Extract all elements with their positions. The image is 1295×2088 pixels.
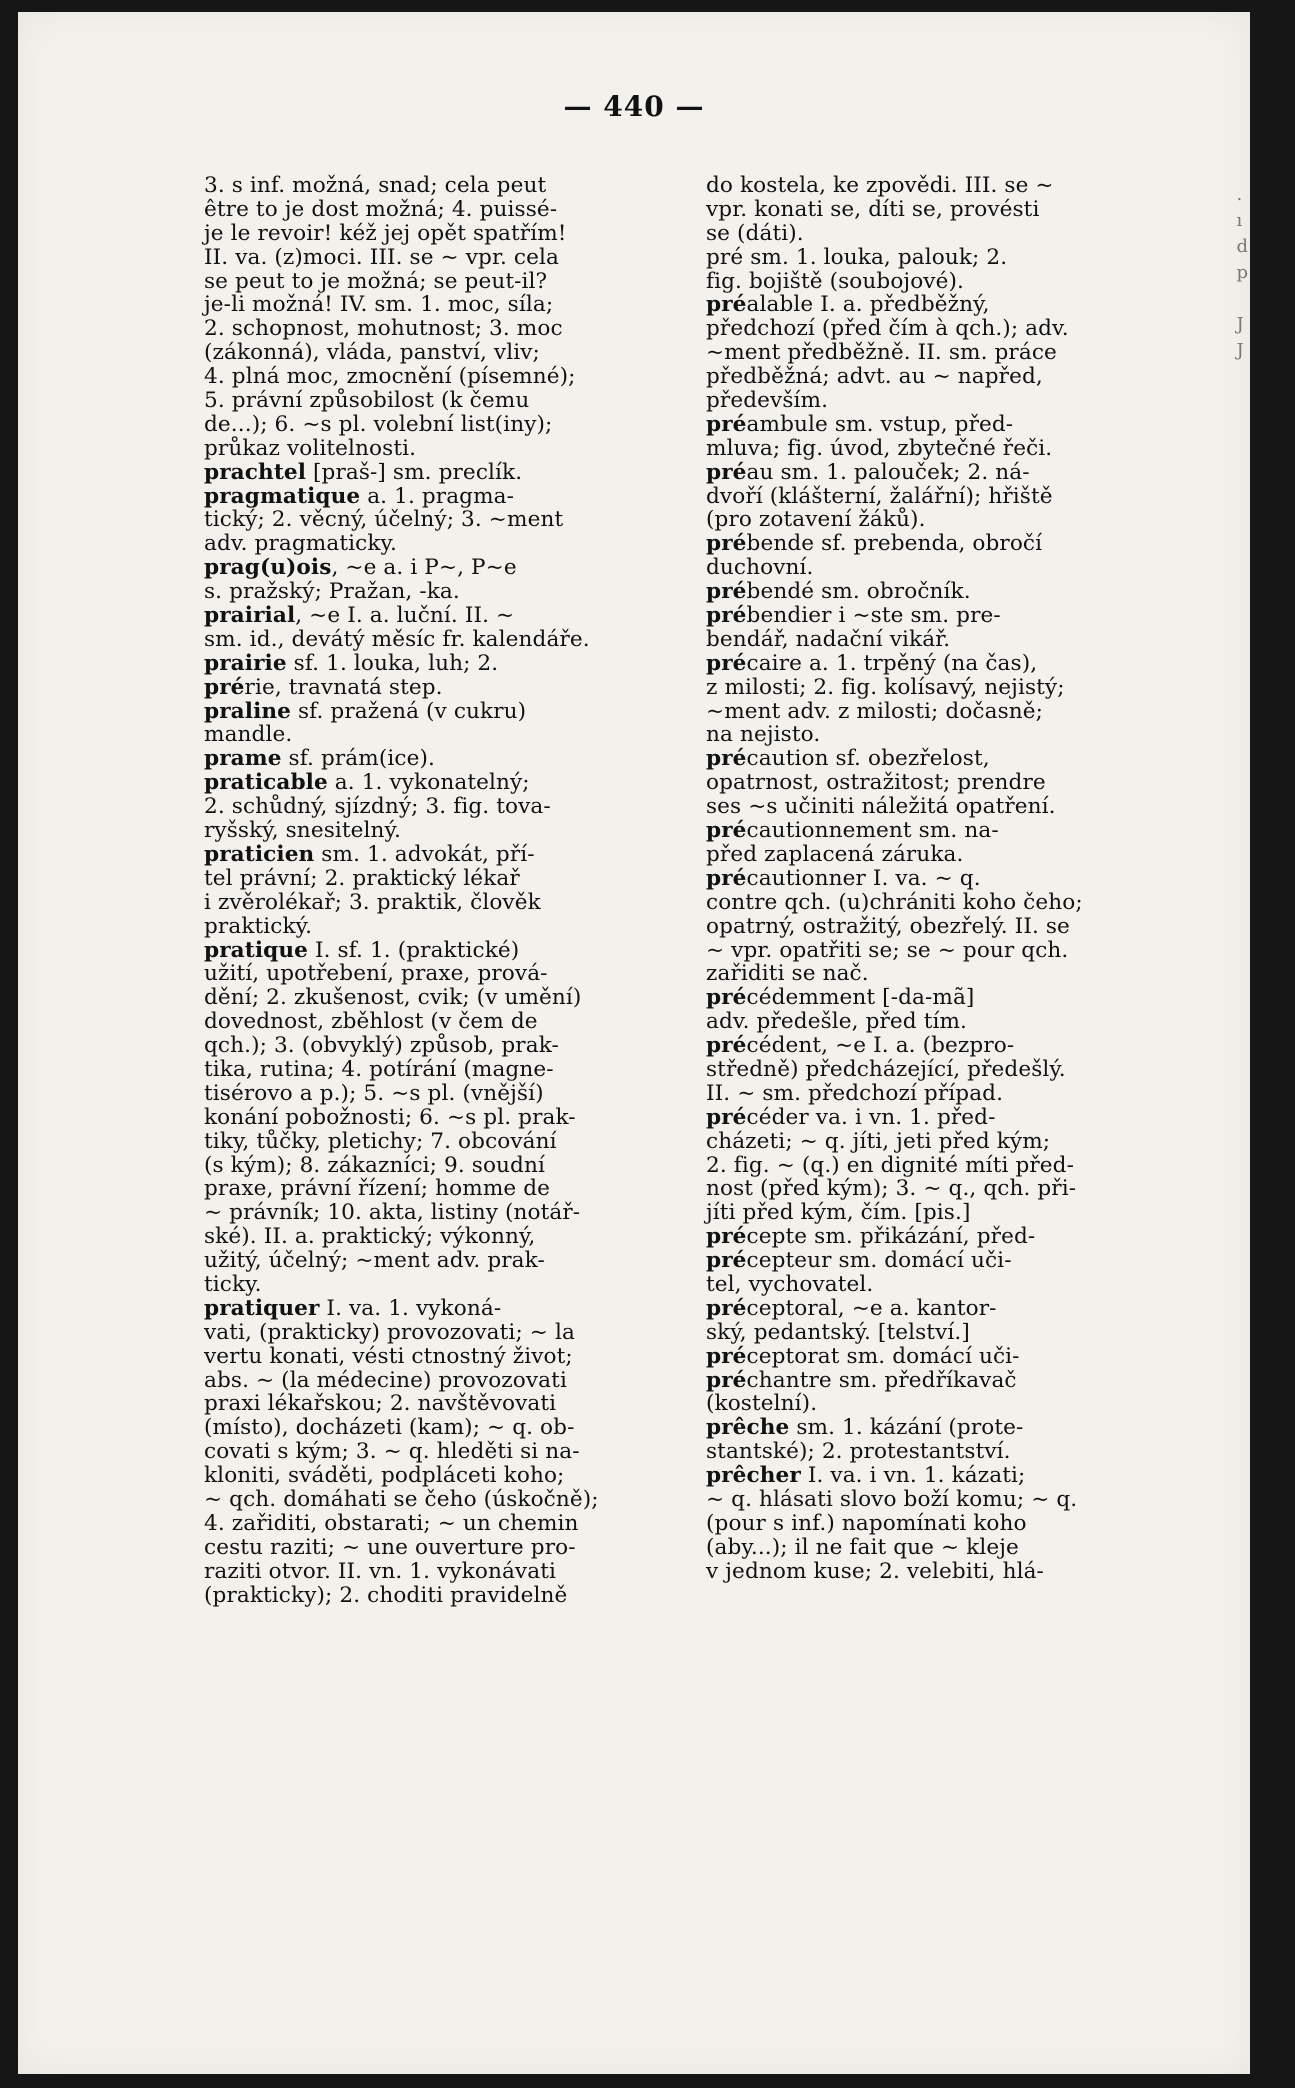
text-line: préchantre sm. předříkavač: [706, 1367, 1017, 1393]
text-line: vpr. konati se, díti se, provésti: [706, 196, 1040, 222]
text-line: 2. schopnost, mohutnost; 3. moc: [204, 316, 563, 342]
text-line: praxe, právní řízení; homme de: [204, 1176, 551, 1202]
text-line: 2. schůdný, sjízdný; 3. fig. tova-: [204, 794, 551, 820]
headword: prachtel: [204, 459, 307, 485]
text-line: cházeti; ~ q. jíti, jeti před kým;: [706, 1128, 1051, 1154]
text-line: précautionner I. va. ~ q.: [706, 865, 981, 891]
text-line: ~ právník; 10. akta, listiny (notář-: [204, 1200, 581, 1226]
text-line: prébendé sm. obročník.: [706, 579, 971, 605]
text-line: mandle.: [204, 722, 293, 748]
headword: praline: [204, 698, 292, 724]
text-line: praline sf. pražená (v cukru): [204, 698, 527, 724]
text-line: précédent, ~e I. a. (bezpro-: [706, 1033, 1015, 1059]
text-line: 3. s inf. možná, snad; cela peut: [204, 173, 547, 198]
headword: prêcher: [706, 1463, 801, 1489]
text-line: (aby...); il ne fait que ~ kleje: [706, 1534, 1019, 1560]
text-line: ~ q. hlásati slovo boží komu; ~ q.: [706, 1486, 1078, 1512]
headword: pré: [706, 650, 747, 676]
text-line: tel právní; 2. praktický lékař: [204, 865, 520, 891]
headword: prame: [204, 746, 282, 772]
text-line: prébende sf. prebenda, obročí: [706, 531, 1043, 557]
text-line: mluva; fig. úvod, zbytečné řeči.: [706, 435, 1053, 461]
text-line: covati s kým; 3. ~ q. hleděti si na-: [204, 1439, 580, 1465]
text-line: je le revoir! kéž jej opět spatřím!: [204, 220, 567, 246]
text-line: konání pobožnosti; 6. ~s pl. prak-: [204, 1104, 576, 1130]
headword: pré: [706, 1343, 747, 1369]
text-line: 5. právní způsobilost (k čemu: [204, 388, 530, 414]
text-line: II. ~ sm. předchozí případ.: [706, 1080, 1004, 1106]
text-line: předběžná; advt. au ~ napřed,: [706, 364, 1043, 390]
margin-mark: [1236, 286, 1248, 312]
right-column: [706, 174, 1083, 1584]
text-line: ticky.: [204, 1271, 262, 1297]
text-line: prêcher I. va. i vn. 1. kázati;: [706, 1463, 1026, 1489]
headword: pré: [706, 985, 747, 1011]
page-number: — 440 —: [563, 90, 705, 123]
text-line: raziti otvor. II. vn. 1. vykonávati: [204, 1558, 556, 1584]
margin-mark: ı: [1236, 210, 1243, 231]
text-line: adv. předešle, před tím.: [706, 1009, 968, 1035]
text-line: prame sf. prám(ice).: [204, 746, 435, 772]
text-line: sm. id., devátý měsíc fr. kalendáře.: [204, 626, 590, 652]
text-line: fig. bojiště (soubojové).: [706, 268, 964, 294]
headword: prêche: [706, 1415, 790, 1441]
headword: pré: [706, 459, 747, 485]
text-line: prag(u)ois, ~e a. i P~, P~e: [204, 555, 517, 581]
text-line: se peut to je možná; se peut-il?: [204, 268, 548, 294]
text-line: ský, pedantský. [telství.]: [706, 1319, 970, 1345]
text-line: (kostelní).: [706, 1391, 818, 1417]
headword: pré: [706, 1033, 747, 1059]
headword: prag(u)ois: [204, 555, 332, 581]
text-line: ~ vpr. opatřiti se; se ~ pour qch.: [706, 937, 1069, 963]
text-line: tika, rutina; 4. potírání (magne-: [204, 1056, 554, 1082]
text-line: praxi lékařskou; 2. navštěvovati: [204, 1391, 557, 1417]
headword: praticable: [204, 770, 328, 796]
headword: pré: [706, 1104, 747, 1130]
text-line: prébendier i ~ste sm. pre-: [706, 603, 1001, 629]
text-line: qch.); 3. (obvyklý) způsob, prak-: [204, 1033, 559, 1059]
text-line: préceptorat sm. domácí uči-: [706, 1343, 1020, 1369]
text-line: précautionnement sm. na-: [706, 818, 999, 844]
text-line: s. pražský; Pražan, -ka.: [204, 579, 460, 605]
text-line: ses ~s učiniti náležitá opatření.: [706, 794, 1056, 820]
text-line: i zvěrolékař; 3. praktik, člověk: [204, 889, 541, 915]
text-line: pratique I. sf. 1. (praktické): [204, 937, 520, 963]
text-line: tisérovo a p.); 5. ~s pl. (vnější): [204, 1080, 544, 1106]
headword: pré: [706, 818, 747, 844]
text-line: prêche sm. 1. kázání (prote-: [706, 1415, 1024, 1441]
text-line: 2. fig. ~ (q.) en dignité míti před-: [706, 1152, 1074, 1178]
text-line: ~ment adv. z milosti; dočasně;: [706, 698, 1044, 724]
text-line: vertu konati, vésti ctnostný život;: [204, 1343, 573, 1369]
text-line: užití, upotřebení, praxe, prová-: [204, 961, 548, 987]
text-line: z milosti; 2. fig. kolísavý, nejistý;: [706, 674, 1065, 700]
text-line: adv. pragmaticky.: [204, 531, 397, 557]
text-line: (prakticky); 2. choditi pravidelně: [204, 1582, 568, 1608]
text-line: préalable I. a. předběžný,: [706, 292, 990, 318]
text-line: předchozí (před čím à qch.); adv.: [706, 316, 1069, 342]
headword: pré: [706, 579, 747, 605]
text-line: prérie, travnatá step.: [204, 674, 443, 700]
text-line: prairie sf. 1. louka, luh; 2.: [204, 650, 499, 676]
text-line: (s kým); 8. zákazníci; 9. soudní: [204, 1152, 545, 1178]
text-line: 4. plná moc, zmocnění (písemné);: [204, 364, 576, 390]
headword: pré: [706, 865, 747, 891]
text-line: před zaplacená záruka.: [706, 841, 964, 867]
headword: pré: [706, 531, 747, 557]
text-line: kloniti, sváděti, podpláceti koho;: [204, 1463, 565, 1489]
headword: pré: [706, 746, 747, 772]
text-line: (místo), docházeti (kam); ~ q. ob-: [204, 1415, 575, 1441]
text-line: stantské); 2. protestantství.: [706, 1439, 1011, 1465]
text-line: pré sm. 1. louka, palouk; 2.: [706, 244, 1008, 270]
margin-mark: p: [1236, 262, 1248, 283]
text-line: prairial, ~e I. a. luční. II. ~: [204, 603, 515, 629]
text-line: précéder va. i vn. 1. před-: [706, 1104, 996, 1130]
text-line: dění; 2. zkušenost, cvik; (v umění): [204, 985, 582, 1011]
text-line: pragmatique a. 1. pragma-: [204, 483, 515, 509]
text-line: středně) předcházející, předešlý.: [706, 1056, 1066, 1082]
text-line: tel, vychovatel.: [706, 1271, 874, 1297]
text-line: užitý, účelný; ~ment adv. prak-: [204, 1248, 545, 1274]
text-line: průkaz volitelnosti.: [204, 435, 417, 461]
text-line: préau sm. 1. palouček; 2. ná-: [706, 459, 1030, 485]
text-line: (pro zotavení žáků).: [706, 507, 926, 533]
text-line: praticable a. 1. vykonatelný;: [204, 770, 530, 796]
text-line: vati, (prakticky) provozovati; ~ la: [204, 1319, 575, 1345]
text-line: tiky, tůčky, pletichy; 7. obcování: [204, 1128, 557, 1154]
text-line: contre qch. (u)chrániti koho čeho;: [706, 889, 1083, 915]
text-line: nost (před kým); 3. ~ q., qch. při-: [706, 1176, 1077, 1202]
text-line: dvoří (klášterní, žalářní); hřiště: [706, 483, 1053, 509]
headword: pré: [706, 1367, 747, 1393]
margin-mark: d: [1236, 236, 1248, 257]
headword: pratiquer: [204, 1295, 320, 1321]
text-line: opatrný, ostražitý, obezřelý. II. se: [706, 913, 1070, 939]
text-line: pratiquer I. va. 1. vykoná-: [204, 1295, 502, 1321]
text-line: préceptoral, ~e a. kantor-: [706, 1295, 997, 1321]
text-line: je-li možná! IV. sm. 1. moc, síla;: [204, 292, 554, 318]
text-line: opatrnost, ostražitost; prendre: [706, 770, 1046, 796]
text-line: ryšský, snesitelný.: [204, 818, 401, 844]
text-line: précepteur sm. domácí uči-: [706, 1248, 1012, 1274]
text-line: do kostela, ke zpovědi. III. se ~: [706, 173, 1054, 198]
headword: pré: [706, 1248, 747, 1274]
text-line: zařiditi se nač.: [706, 961, 869, 987]
text-line: préambule sm. vstup, před-: [706, 411, 1014, 437]
text-line: tický; 2. věcný, účelný; 3. ~ment: [204, 507, 564, 533]
text-line: précédemment [-da-mã]: [706, 985, 975, 1011]
headword: pragmatique: [204, 483, 361, 509]
headword: pré: [204, 674, 245, 700]
text-line: cestu raziti; ~ une ouverture pro-: [204, 1534, 576, 1560]
text-line: être to je dost možná; 4. puissé-: [204, 196, 558, 222]
text-line: dovednost, zběhlost (v čem de: [204, 1009, 538, 1035]
text-line: praticien sm. 1. advokát, pří-: [204, 841, 535, 867]
headword: prairial: [204, 603, 296, 629]
text-line: prachtel [praš-] sm. preclík.: [204, 459, 523, 485]
text-line: bendář, nadační vikář.: [706, 626, 951, 652]
text-line: se (dáti).: [706, 220, 804, 246]
text-line: ~ qch. domáhati se čeho (úskočně);: [204, 1486, 599, 1512]
text-line: jíti před kým, čím. [pis.]: [706, 1200, 971, 1226]
headword: prairie: [204, 650, 287, 676]
text-line: 4. zařiditi, obstarati; ~ un chemin: [204, 1510, 579, 1536]
text-line: précepte sm. přikázání, před-: [706, 1224, 1036, 1250]
headword: pré: [706, 292, 747, 318]
text-line: praktický.: [204, 913, 313, 939]
text-line: (zákonná), vláda, panství, vliv;: [204, 340, 540, 366]
left-column: [204, 174, 599, 1607]
margin-mark: .: [1236, 184, 1243, 205]
text-line: (pour s inf.) napomínati koho: [706, 1510, 1027, 1536]
headword: pratique: [204, 937, 308, 963]
adjacent-page-edge-marks: [1236, 182, 1248, 364]
margin-mark: J: [1236, 314, 1244, 335]
headword: pré: [706, 1295, 747, 1321]
text-line: II. va. (z)moci. III. se ~ vpr. cela: [204, 244, 559, 270]
text-line: précaire a. 1. trpěný (na čas),: [706, 650, 1038, 676]
text-line: ~ment předběžně. II. sm. práce: [706, 340, 1057, 366]
text-line: v jednom kuse; 2. velebiti, hlá-: [706, 1558, 1044, 1584]
text-line: především.: [706, 388, 829, 414]
dictionary-page: [18, 12, 1250, 2074]
headword: pré: [706, 1224, 747, 1250]
text-line: abs. ~ (la médecine) provozovati: [204, 1367, 567, 1393]
text-line: na nejisto.: [706, 722, 821, 748]
text-line: de...); 6. ~s pl. volební list(iny);: [204, 411, 553, 437]
margin-mark: J: [1236, 340, 1244, 361]
text-line: duchovní.: [706, 555, 814, 581]
text-line: ské). II. a. praktický; výkonný,: [204, 1224, 536, 1250]
headword: praticien: [204, 841, 315, 867]
headword: pré: [706, 411, 747, 437]
text-line: précaution sf. obezřelost,: [706, 746, 990, 772]
headword: pré: [706, 603, 747, 629]
